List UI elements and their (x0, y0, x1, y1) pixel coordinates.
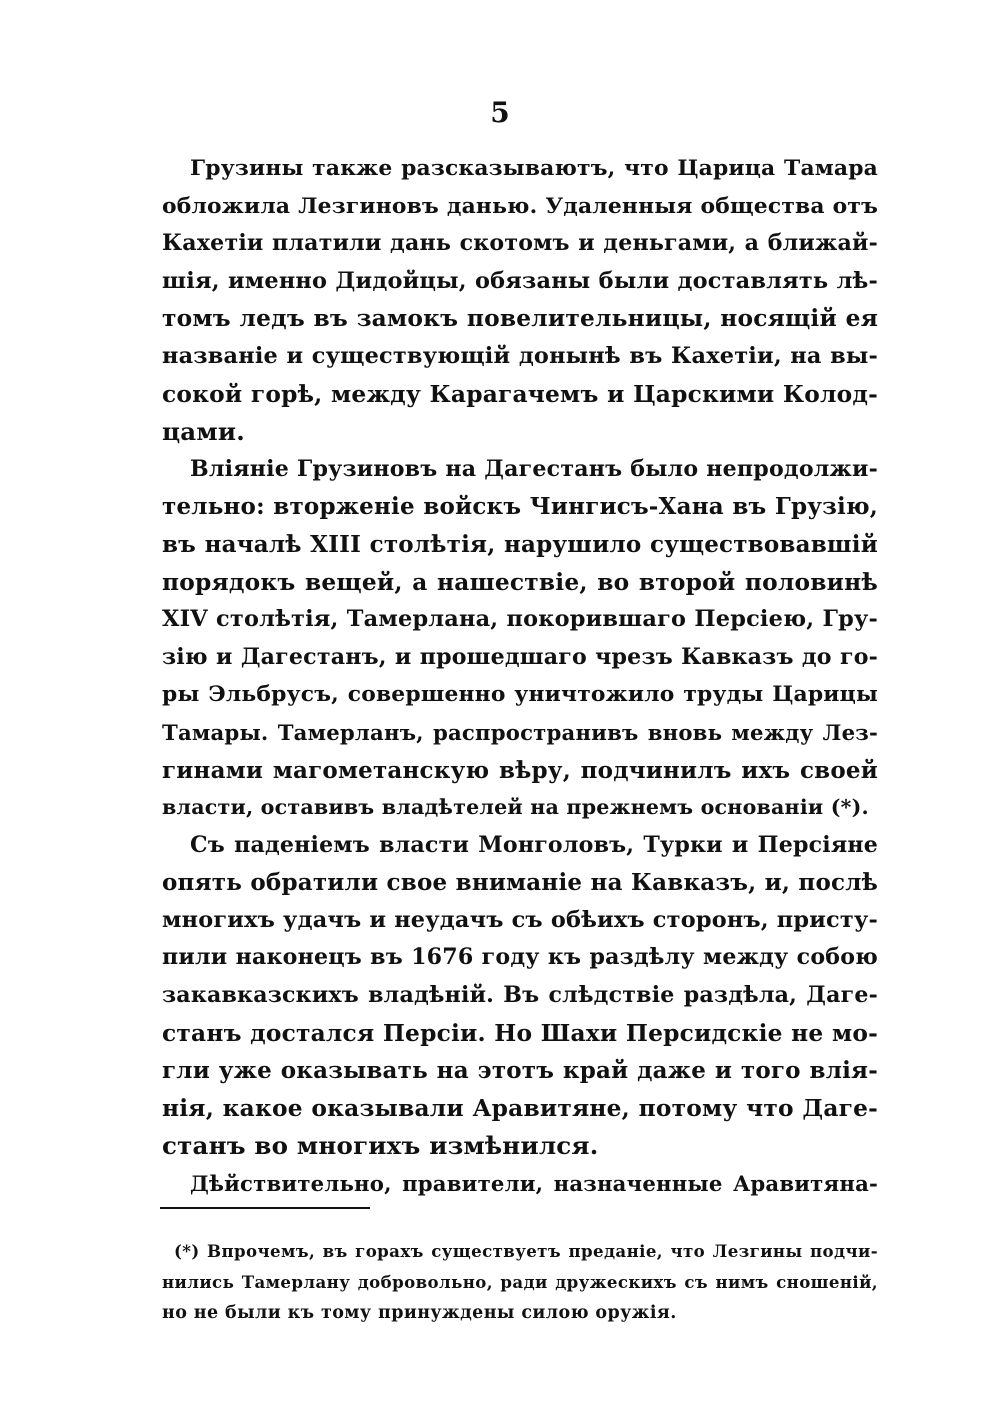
text-line: станъ достался Персіи. Но Шахи Персидскіе не мо- (162, 1019, 878, 1047)
text-line: тельно: вторженіе войскъ Чингисъ-Хана въ Грузію, (162, 493, 878, 521)
text-line: станъ во многихъ измѣнился. (162, 1131, 599, 1161)
text-line: пили наконецъ въ 1676 году къ раздѣлу между собою (162, 944, 878, 971)
text-line: многихъ удачъ и неудачъ съ обѣихъ сторонъ, присту- (162, 906, 878, 933)
text-line: гинами магометанскую вѣру, подчинилъ ихъ своей (162, 756, 878, 784)
text-line: зію и Дагестанъ, и прошедшаго чрезъ Кавказъ до го- (162, 643, 878, 670)
text-line: Кахетіи платили дань скотомъ и деньгами, а ближай- (162, 230, 878, 257)
text-line: Тамары. Тамерланъ, распространивъ вновь между Лез- (162, 719, 878, 745)
text-line: Дѣйствительно, правители, назначенные Аравитяна- (190, 1171, 878, 1197)
text-line: порядокъ вещей, а нашествіе, во второй половинѣ (162, 568, 878, 596)
text-line: въ началѣ XIII столѣтія, нарушило существовавшій (162, 530, 878, 558)
text-line: нія, какое оказывали Аравитяне, потому что Даге- (162, 1094, 878, 1122)
text-line: обложила Лезгиновъ данью. Удаленныя общества отъ (162, 193, 878, 219)
footnote (162, 1236, 878, 1329)
page-number: 5 (490, 96, 510, 129)
body-text (162, 150, 878, 1203)
text-line: шія, именно Дидойцы, обязаны были доставлять лѣ- (162, 267, 878, 294)
text-line: XIV столѣтія, Тамерлана, покорившаго Персіею, Гру- (162, 606, 878, 633)
text-line: опять обратили свое вниманіе на Кавказъ, и, послѣ (162, 869, 878, 897)
footnote-line: нились Тамерлану добровольно, ради дружескихъ съ нимъ сношеній, (162, 1272, 878, 1292)
footnote-line: (*) Впрочемъ, въ горахъ существуетъ преданіе, что Лезгины подчи- (174, 1241, 878, 1261)
text-line: закавказскихъ владѣній. Въ слѣдствіе раздѣла, Даге- (162, 982, 878, 1009)
text-line: гли уже оказывать на этотъ край даже и того влія- (162, 1057, 878, 1085)
footnote-separator (160, 1207, 370, 1209)
text-line: названіе и существующій донынѣ въ Кахетіи, на вы- (162, 342, 878, 369)
text-line: Грузины также разсказываютъ, что Царица Тамара (190, 156, 878, 181)
text-line: Съ паденіемъ власти Монголовъ, Турки и Персіяне (190, 831, 878, 858)
text-line: цами. (162, 417, 245, 447)
text-line: сокой горѣ, между Карагачемъ и Царскими Колод- (162, 380, 878, 408)
text-line: томъ ледъ въ замокъ повелительницы, носящій ея (162, 305, 878, 333)
text-line: власти, оставивъ владѣтелей на прежнемъ основаніи (*). (162, 795, 869, 820)
text-line: Вліяніе Грузиновъ на Дагестанъ было непродолжи- (190, 455, 878, 482)
footnote-line: но не были къ тому принуждены силою оружія. (162, 1303, 677, 1323)
text-line: ры Эльбрусъ, совершенно уничтожило труды Царицы (162, 682, 878, 708)
